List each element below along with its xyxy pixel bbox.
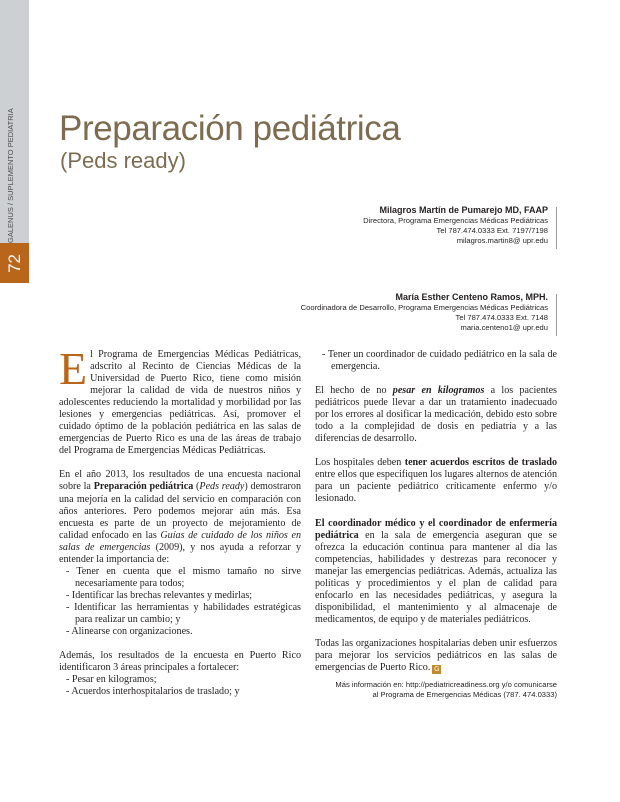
paragraph-weight: El hecho de no pesar en kilogramos a los pacientes pediátricos puede llevar a dar un tratamiento inadecuado por los errores al dosificar la medicación, debido esto sobre todo a la complejidad de dosis en pediatría y a las diferencias de desarrollo. [315, 385, 557, 445]
paragraph-coordinator: El coordinador médico y el coordinador de enfermería pediátrica en la sala de emergencia aseguran que se ofrezca la educación continua para mantener al día las competencias, habilidades y destrezas para reconocer y manejar las emergencias pediátricas. Además, actualiza las políticas y procedimientos y el plan de calidad para enfocarlo en las necesidades pediátricas, y asegura la disponibilidad, el mantenimiento y al almacenaje de medicamentos, de equipo y de materiales pediátricos. [315, 517, 557, 625]
author-email: milagros.martin8@ upr.edu [456, 236, 548, 245]
list-item: - Acuerdos interhospitalarios de traslado; y [59, 686, 301, 698]
author-divider [556, 294, 557, 336]
author-name: Milagros Martín de Pumarejo MD, FAAP [379, 205, 548, 215]
list-item: - Alinearse con organizaciones. [59, 626, 301, 638]
author-block-1 [363, 204, 548, 246]
author-role: Coordinadora de Desarrollo, Programa Emergencias Médicas Pediátricas [300, 303, 548, 312]
list-areas-continued [315, 349, 557, 373]
list-areas [59, 674, 301, 698]
author-role: Directora, Programa Emergencias Médicas Pediátricas [363, 216, 548, 225]
author-block-2 [301, 291, 548, 333]
column-right [315, 349, 557, 700]
list-item: - Identificar las brechas relevantes y medirlas; [59, 590, 301, 602]
drop-cap: E [59, 343, 88, 394]
list-item: - Pesar en kilogramos; [59, 674, 301, 686]
author-name: María Esther Centeno Ramos, MPH. [395, 292, 548, 302]
end-mark-icon: G [434, 666, 440, 674]
paragraph-areas: Además, los resultados de la encuesta en Puerto Rico identificaron 3 áreas principales a fortalecer: [59, 650, 301, 674]
article-title: Preparación pediátrica [59, 109, 401, 148]
list-importance [59, 566, 301, 638]
list-item: - Tener en cuenta que el mismo tamaño no sirve necesariamente para todos; [59, 566, 301, 590]
author-divider [556, 207, 557, 249]
list-item: - Tener un coordinador de cuidado pediátrico en la sala de emergencia. [315, 349, 557, 373]
author-phone: Tel 787.474.0333 Ext. 7197/7198 [436, 226, 548, 235]
paragraph-survey: En el año 2013, los resultados de una encuesta nacional sobre la Preparación pediátrica (Peds ready) demostraron una mejoría en la calidad del servicio en comparación con años anteriores. Pero podemos mejorar aún más. Esa encuesta es parte de un proyecto de mejoramiento de calidad enfocado en las Guías de cuidado de los niños en salas de emergencias (2009), y nos ayuda a reforzar y entender la importancia de: [59, 469, 301, 565]
sidebar-label: GALENUS / SUPLEMENTO PEDIATRIA [6, 108, 15, 243]
paragraph-intro: El Programa de Emergencias Médicas Pediátricas, adscrito al Recinto de Ciencias Médicas de la Universidad de Puerto Rico, tiene como misión mejorar la calidad de vida de nuestros niños y adolescentes reduciendo la mortalidad y morbilidad por las lesiones y emergencias pediátricas. Así, promover el cuidado óptimo de la población pediátrica en las salas de emergencias de Puerto Rico es una de las áreas de trabajo del Programa de Emergencias Médicas Pediátricas. [59, 343, 301, 457]
more-info: Más información en: http://pediatricreadiness.org y/o comunicarse al Programa de Emergencias Médicas (787. 474.0333) [335, 680, 557, 700]
article-subtitle: (Peds ready) [60, 148, 186, 173]
column-left [59, 343, 302, 710]
author-phone: Tel 787.474.0333 Ext. 7148 [455, 313, 548, 322]
list-item: - Identificar las herramientas y habilidades estratégicas para realizar un cambio; y [59, 602, 301, 626]
paragraph-transfer: Los hospitales deben tener acuerdos escritos de traslado entre ellos que especifiquen los lugares alternos de atención para un paciente pediátrico críticamente enfermo y/o lesionado. [315, 457, 557, 505]
page-number-box [0, 243, 29, 283]
page-number: 72 [4, 253, 24, 273]
author-email: maria.centeno1@ upr.edu [460, 323, 548, 332]
paragraph-closing: Todas las organizaciones hospitalarias deben unir esfuerzos para mejorar los servicios pediátricos en las salas de emergencias de Puerto Rico. G [315, 637, 557, 674]
